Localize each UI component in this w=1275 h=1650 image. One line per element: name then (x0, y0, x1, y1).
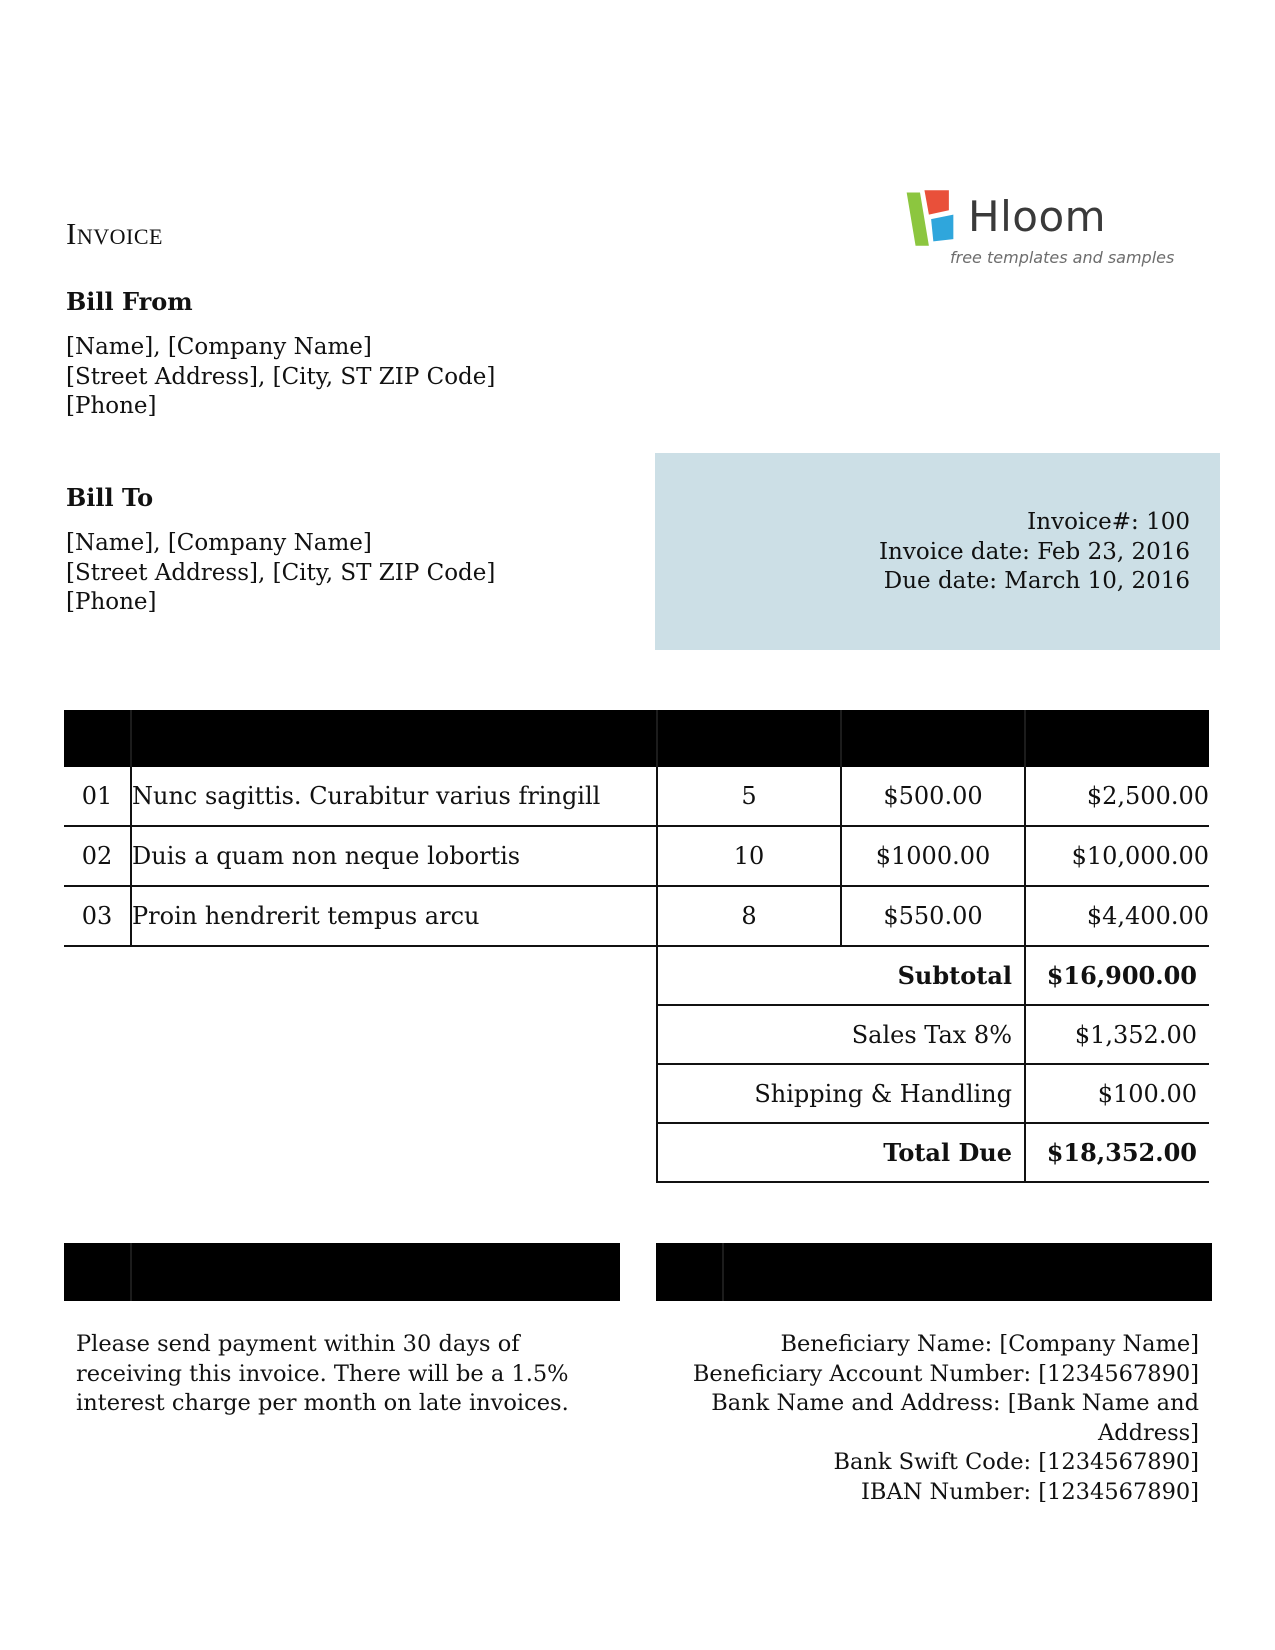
logo-blue-square (931, 215, 953, 242)
item-quantity: 8 (657, 886, 841, 946)
subtotal-label: Subtotal (657, 946, 1025, 1005)
item-description: Duis a quam non neque lobortis (131, 826, 657, 886)
table-row (64, 767, 1209, 826)
bill-to-line: [Name], [Company Name] (66, 530, 372, 556)
item-quantity: 10 (657, 826, 841, 886)
item-unit-price: $500.00 (841, 767, 1025, 826)
table-row (64, 886, 1209, 946)
logo-tagline: free templates and samples (950, 248, 1175, 267)
bill-to-line: [Street Address], [City, ST ZIP Code] (66, 559, 496, 586)
terms-header-band (64, 1243, 620, 1301)
total-due-label: Total Due (657, 1123, 1025, 1182)
header-cell-no (64, 710, 131, 767)
bill-to-address (66, 529, 495, 618)
subtotal-row (64, 946, 1209, 1005)
item-amount: $10,000.00 (1025, 826, 1209, 886)
hloom-logo-icon (900, 188, 960, 248)
invoice-number: Invoice#: 100 (1027, 509, 1190, 535)
bill-to-line: [Phone] (66, 589, 157, 615)
logo-green-bar (907, 192, 929, 245)
item-quantity: 5 (657, 767, 841, 826)
item-amount: $4,400.00 (1025, 886, 1209, 946)
item-description: Nunc sagittis. Curabitur varius fringill (131, 767, 657, 826)
item-number: 03 (64, 886, 131, 946)
beneficiary-name: Beneficiary Name: [Company Name] (780, 1331, 1199, 1357)
header-cell-qty (657, 710, 841, 767)
tax-row (64, 1005, 1209, 1064)
logo-red-flag (924, 190, 948, 214)
line-items-table (64, 710, 1209, 1183)
bank-header-band (656, 1243, 1212, 1301)
bank-name-address: Bank Name and Address: [Bank Name and Address] (711, 1390, 1199, 1446)
item-number: 02 (64, 826, 131, 886)
beneficiary-account: Beneficiary Account Number: [1234567890] (692, 1360, 1199, 1387)
item-amount: $2,500.00 (1025, 767, 1209, 826)
bank-swift-code: Bank Swift Code: [1234567890] (833, 1449, 1199, 1475)
bank-details (659, 1330, 1199, 1507)
header-cell-unit-price (841, 710, 1025, 767)
invoice-meta (879, 508, 1190, 597)
band-divider (130, 1243, 132, 1301)
tax-label: Sales Tax 8% (657, 1005, 1025, 1064)
total-due-value: $18,352.00 (1025, 1123, 1209, 1182)
item-unit-price: $1000.00 (841, 826, 1025, 886)
band-divider (722, 1243, 724, 1301)
shipping-value: $100.00 (1025, 1064, 1209, 1123)
shipping-label: Shipping & Handling (657, 1064, 1025, 1123)
due-date: Due date: March 10, 2016 (883, 568, 1190, 594)
bill-from-address (66, 333, 495, 422)
item-number: 01 (64, 767, 131, 826)
iban-number: IBAN Number: [1234567890] (861, 1478, 1199, 1505)
logo-wordmark: Hloom (968, 192, 1107, 241)
invoice-title: Invoice (66, 216, 163, 251)
item-description: Proin hendrerit tempus arcu (131, 886, 657, 946)
payment-terms: Please send payment within 30 days of receiving this invoice. There will be a 1.5% interest charge per month on late invoices. (76, 1331, 569, 1416)
tax-value: $1,352.00 (1025, 1005, 1209, 1064)
total-due-row (64, 1123, 1209, 1182)
bill-from-heading: Bill From (66, 287, 193, 316)
table-header-row (64, 710, 1209, 767)
bill-from-line: [Phone] (66, 393, 157, 419)
shipping-row (64, 1064, 1209, 1123)
item-unit-price: $550.00 (841, 886, 1025, 946)
table-row (64, 826, 1209, 886)
invoice-date: Invoice date: Feb 23, 2016 (878, 538, 1190, 565)
header-cell-amount (1025, 710, 1209, 767)
bill-to-heading: Bill To (66, 483, 154, 512)
header-cell-description (131, 710, 657, 767)
bill-from-line: [Name], [Company Name] (66, 334, 372, 360)
bill-from-line: [Street Address], [City, ST ZIP Code] (66, 363, 496, 390)
subtotal-value: $16,900.00 (1025, 946, 1209, 1005)
